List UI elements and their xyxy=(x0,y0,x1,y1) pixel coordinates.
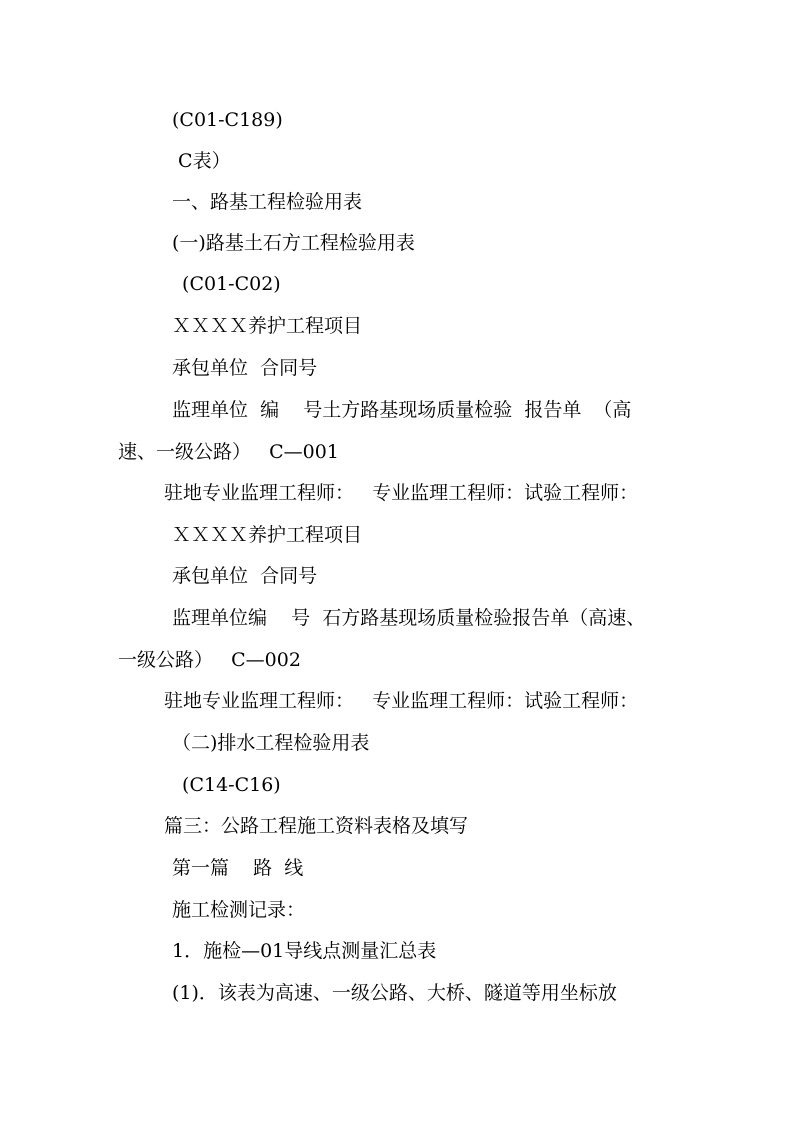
text-line: 施工检测记录： xyxy=(172,899,306,921)
text-line: (C01-C189) xyxy=(172,109,283,131)
text-line: (C14-C16) xyxy=(176,774,281,796)
text-line: （二)排水工程检验用表 xyxy=(172,732,370,754)
text-line: 1．施检—01导线点测量汇总表 xyxy=(172,940,437,962)
text-line: 驻地专业监理工程师： 专业监理工程师：试验工程师： xyxy=(164,482,639,504)
text-line: 篇三：公路工程施工资料表格及填写 xyxy=(164,815,469,837)
text-line: (一)路基土石方工程检验用表 xyxy=(172,232,415,254)
text-line: 承包单位 合同号 xyxy=(172,357,318,379)
text-line: C表） xyxy=(172,150,231,172)
text-line: (C01-C02) xyxy=(176,273,281,295)
text-line: 一、路基工程检验用表 xyxy=(172,191,363,213)
text-line: ＸＸＸＸ养护工程项目 xyxy=(172,524,363,546)
text-line: 承包单位 合同号 xyxy=(172,565,318,587)
text-line: 驻地专业监理工程师： 专业监理工程师：试验工程师： xyxy=(164,690,639,712)
text-line: 第一篇 路 线 xyxy=(172,857,304,879)
text-line: 监理单位编 号 石方路基现场质量检验报告单（高速、 xyxy=(172,607,646,629)
text-line: ＸＸＸＸ养护工程项目 xyxy=(172,315,363,337)
text-line: 一级公路） C—002 xyxy=(118,649,301,671)
text-line: 监理单位 编 号土方路基现场质量检验 报告单 （高 xyxy=(172,399,632,421)
text-line: 速、一级公路） C—001 xyxy=(118,441,339,463)
text-line: (1)．该表为高速、一级公路、大桥、隧道等用坐标放 xyxy=(172,982,617,1004)
